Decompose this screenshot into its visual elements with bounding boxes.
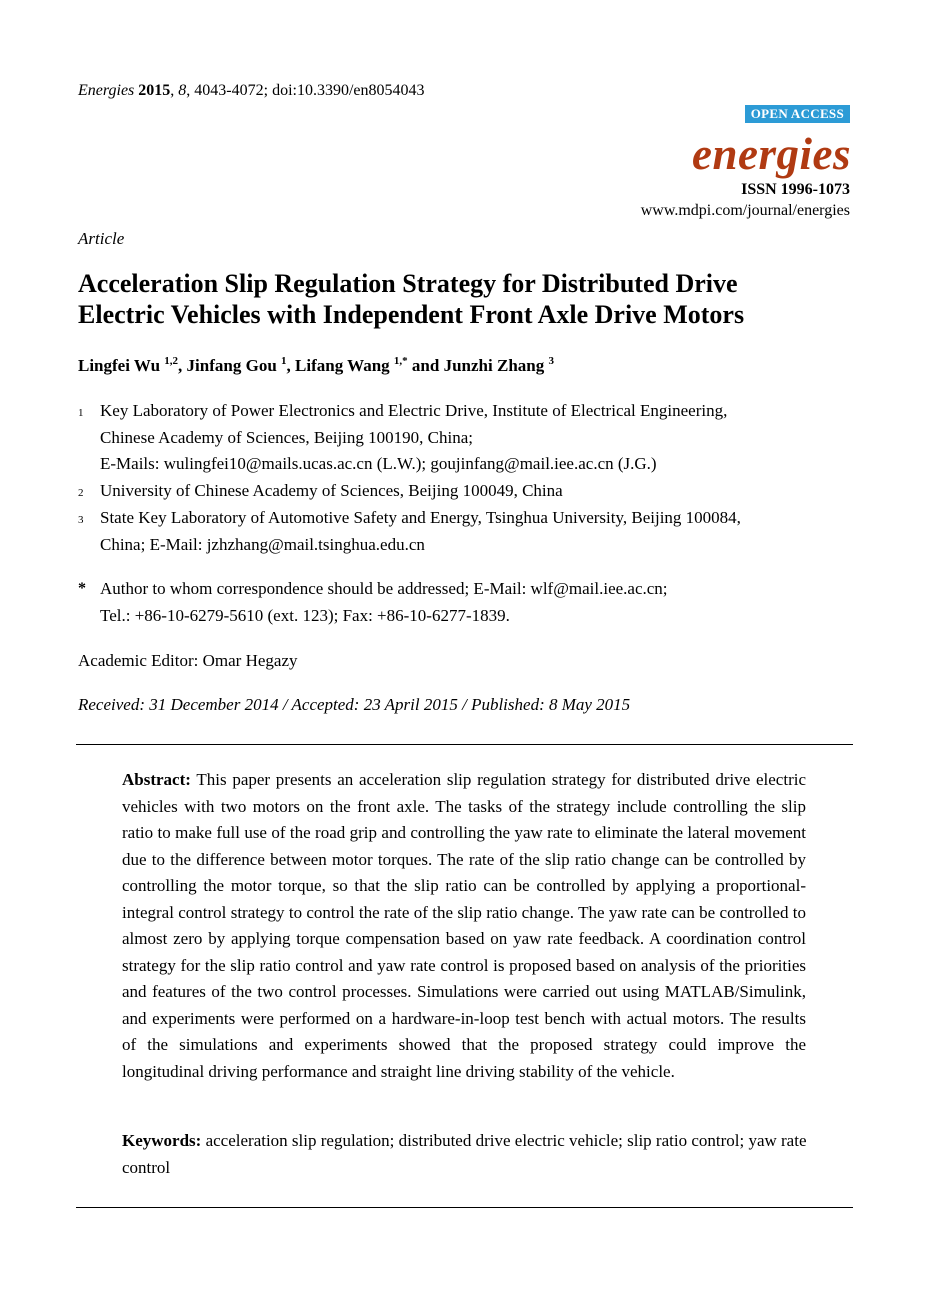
publication-dates: Received: 31 December 2014 / Accepted: 23 April 2015 / Published: 8 May 2015 <box>78 695 631 714</box>
author-name[interactable]: Lingfei Wu <box>78 356 161 375</box>
keywords <box>122 1128 812 1181</box>
author-name[interactable]: Lifang Wang <box>295 356 390 375</box>
correspondence-line: Tel.: +86-10-6279-5610 (ext. 123); Fax: +86-10-6277-1839. <box>100 605 510 625</box>
affiliation-number: 2 <box>78 487 84 499</box>
citation-line: Energies 2015, 8, 4043-4072; doi:10.3390/en8054043 <box>78 82 425 99</box>
affiliation-3 <box>78 505 858 558</box>
divider-top <box>76 744 853 745</box>
author-affiliation-mark: 1,* <box>393 355 408 367</box>
affiliation-number: 3 <box>78 514 84 526</box>
affiliation-line: Chinese Academy of Sciences, Beijing 100190, China; <box>100 427 473 447</box>
journal-website-link[interactable]: www.mdpi.com/journal/energies <box>640 202 850 219</box>
author-affiliation-mark: 1,2 <box>164 355 179 367</box>
year: 2015 <box>138 82 171 99</box>
title-line: Acceleration Slip Regulation Strategy for Distributed Drive <box>78 269 738 298</box>
correspondence-line[interactable]: Author to whom correspondence should be addressed; E-Mail: wlf@mail.iee.ac.cn; <box>100 579 668 598</box>
correspondence-note <box>78 576 858 629</box>
pages: 4043-4072 <box>194 82 264 99</box>
open-access-badge: OPEN ACCESS <box>745 105 850 123</box>
affiliation-number: 1 <box>78 407 84 419</box>
affiliation-line: Key Laboratory of Power Electronics and Electric Drive, Institute of Electrical Engineering, <box>100 401 728 420</box>
affiliation-line: State Key Laboratory of Automotive Safety and Energy, Tsinghua University, Beijing 100084, <box>100 508 741 527</box>
affiliation-email-line[interactable]: China; E-Mail: jzhzhang@mail.tsinghua.edu.cn <box>100 534 425 554</box>
correspondence-mark: * <box>78 580 86 597</box>
affiliation-2 <box>78 478 858 505</box>
author-name[interactable]: Junzhi Zhang <box>443 356 545 375</box>
academic-editor: Academic Editor: Omar Hegazy <box>78 651 298 670</box>
issn: ISSN 1996-1073 <box>741 181 850 198</box>
author-affiliation-mark: 3 <box>548 355 554 367</box>
title-line: Electric Vehicles with Independent Front Axle Drive Motors <box>78 300 745 329</box>
affiliation-email-line[interactable]: E-Mails: wulingfei10@mails.ucas.ac.cn (L.W.); goujinfang@mail.iee.ac.cn (J.G.) <box>100 454 657 473</box>
author-name[interactable]: Jinfang Gou <box>186 356 277 375</box>
keywords-label: Keywords: <box>122 1131 202 1150</box>
affiliation-1 <box>78 398 858 478</box>
author-list: Lingfei Wu $^{1,2}$, Jinfang Gou $^1$, Lifang Wang $^{1,*}$ and Junzhi Zhang $^3$ <box>78 355 554 375</box>
paper-title <box>78 268 858 330</box>
affiliation-line: University of Chinese Academy of Sciences, Beijing 100049, China <box>100 481 563 500</box>
abstract-label: Abstract: <box>122 770 191 789</box>
keywords-text: acceleration slip regulation; distributed drive electric vehicle; slip ratio control; yaw rate control <box>122 1131 807 1177</box>
volume: 8 <box>178 82 187 99</box>
journal-name: Energies <box>78 82 135 99</box>
abstract-text: This paper presents an acceleration slip regulation strategy for distributed drive electric vehicles with two motors on the front axle. The tasks of the strategy include controlling the slip ratio to make full use of the road grip and controlling the yaw rate to eliminate the lateral movement due to the difference between motor torques. The rate of the slip ratio change can be controlled by controlling the motor torque, so that the slip ratio can be controlled by applying a proportional-integral control strategy to control the rate of the slip ratio change. The yaw rate can be controlled to almost zero by applying torque compensation based on yaw rate feedback. A coordination control strategy for the slip ratio control and yaw rate control is proposed based on analysis of the priorities and features of the two control processes. Simulations were carried out using MATLAB/Simulink, and experiments were performed on a hardware-in-loop test bench with actual motors. The results of the simulations and experiments showed that the proposed strategy could improve the longitudinal driving performance and straight line driving stability of the vehicle. <box>122 770 807 1081</box>
divider-bottom <box>76 1207 853 1208</box>
abstract <box>122 767 806 1085</box>
author-affiliation-mark: 1 <box>281 355 287 367</box>
article-type: Article <box>78 229 125 248</box>
journal-logo: energies <box>692 129 851 179</box>
doi[interactable]: doi:10.3390/en8054043 <box>272 82 425 99</box>
